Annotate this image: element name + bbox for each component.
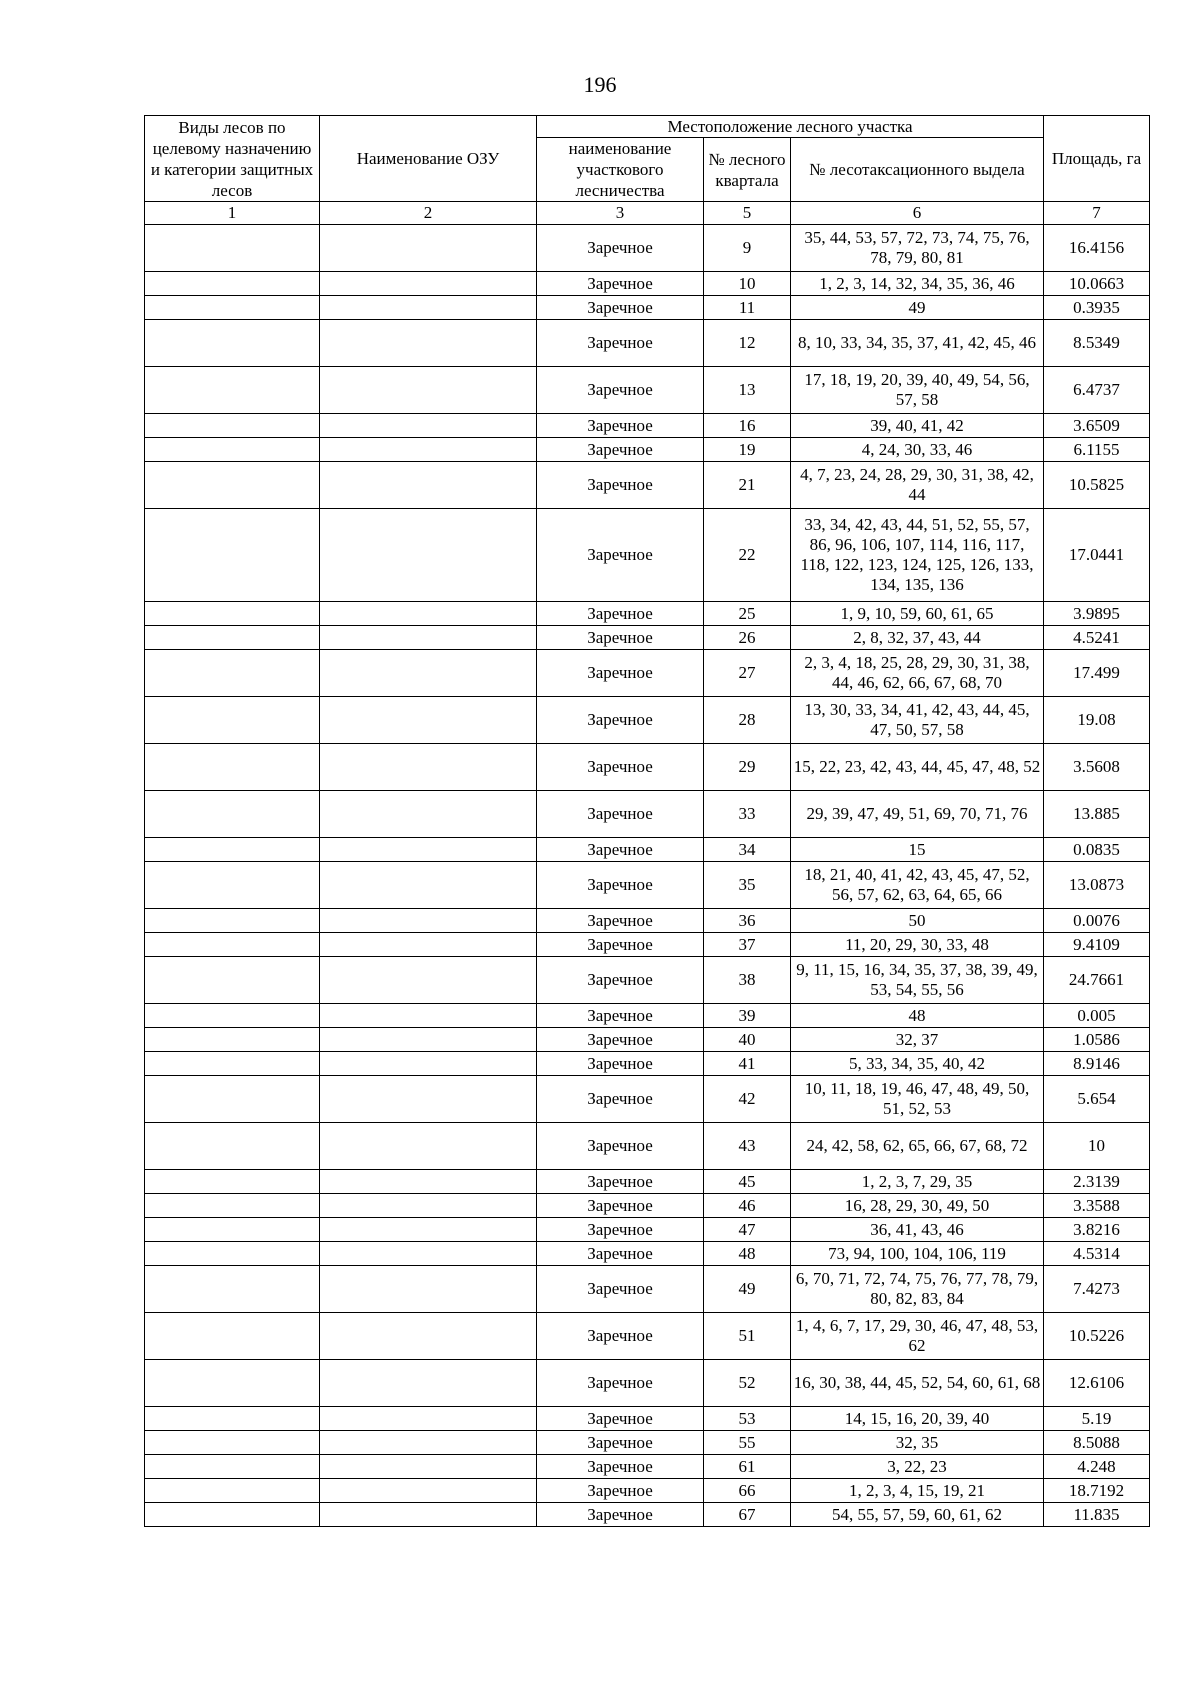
area-cell: 3.9895 xyxy=(1044,602,1150,626)
quarter-cell: 41 xyxy=(704,1052,791,1076)
plots-cell: 49 xyxy=(791,296,1044,320)
area-cell: 24.7661 xyxy=(1044,957,1150,1004)
forestry-cell: Заречное xyxy=(537,462,704,509)
forest-type-cell xyxy=(145,1455,320,1479)
area-cell: 19.08 xyxy=(1044,697,1150,744)
forestry-cell: Заречное xyxy=(537,225,704,272)
quarter-cell: 42 xyxy=(704,1076,791,1123)
plots-cell: 5, 33, 34, 35, 40, 42 xyxy=(791,1052,1044,1076)
quarter-cell: 52 xyxy=(704,1360,791,1407)
table-row xyxy=(145,909,1150,933)
quarter-cell: 47 xyxy=(704,1218,791,1242)
area-cell: 7.4273 xyxy=(1044,1266,1150,1313)
ozu-name-cell xyxy=(320,1123,537,1170)
plots-cell: 36, 41, 43, 46 xyxy=(791,1218,1044,1242)
ozu-name-cell xyxy=(320,1360,537,1407)
ozu-name-cell xyxy=(320,1076,537,1123)
ozu-name-cell xyxy=(320,462,537,509)
forest-type-cell xyxy=(145,438,320,462)
forestry-cell: Заречное xyxy=(537,1503,704,1527)
forestry-cell: Заречное xyxy=(537,1004,704,1028)
ozu-name-cell xyxy=(320,862,537,909)
forest-plots-table xyxy=(144,115,1150,1527)
forest-type-cell xyxy=(145,1028,320,1052)
plots-cell: 14, 15, 16, 20, 39, 40 xyxy=(791,1407,1044,1431)
forestry-cell: Заречное xyxy=(537,1028,704,1052)
ozu-name-cell xyxy=(320,697,537,744)
plots-cell: 13, 30, 33, 34, 41, 42, 43, 44, 45, 47, 50, 57, 58 xyxy=(791,697,1044,744)
ozu-name-cell xyxy=(320,414,537,438)
quarter-cell: 12 xyxy=(704,320,791,367)
forest-type-cell xyxy=(145,414,320,438)
table-row xyxy=(145,1194,1150,1218)
page-number: 196 xyxy=(583,72,617,97)
forestry-cell: Заречное xyxy=(537,272,704,296)
area-cell: 13.885 xyxy=(1044,791,1150,838)
plots-cell: 73, 94, 100, 104, 106, 119 xyxy=(791,1242,1044,1266)
plots-cell: 1, 2, 3, 4, 15, 19, 21 xyxy=(791,1479,1044,1503)
forestry-cell: Заречное xyxy=(537,320,704,367)
quarter-cell: 61 xyxy=(704,1455,791,1479)
forestry-cell: Заречное xyxy=(537,862,704,909)
forestry-cell: Заречное xyxy=(537,1407,704,1431)
area-cell: 17.499 xyxy=(1044,650,1150,697)
forestry-cell: Заречное xyxy=(537,1123,704,1170)
quarter-cell: 39 xyxy=(704,1004,791,1028)
forestry-cell: Заречное xyxy=(537,1313,704,1360)
ozu-name-cell xyxy=(320,838,537,862)
table-row xyxy=(145,1407,1150,1431)
ozu-name-cell xyxy=(320,1266,537,1313)
area-cell: 11.835 xyxy=(1044,1503,1150,1527)
plots-cell: 33, 34, 42, 43, 44, 51, 52, 55, 57, 86, 96, 106, 107, 114, 116, 117, 118, 122, 123, 124, 125, 126, 133, 134, 135, 136 xyxy=(791,509,1044,602)
forest-type-cell xyxy=(145,602,320,626)
area-cell: 8.5088 xyxy=(1044,1431,1150,1455)
quarter-cell: 21 xyxy=(704,462,791,509)
column-number: 2 xyxy=(320,202,537,225)
column-number-row xyxy=(145,202,1150,225)
ozu-name-cell xyxy=(320,1479,537,1503)
forest-type-cell xyxy=(145,1004,320,1028)
area-cell: 12.6106 xyxy=(1044,1360,1150,1407)
ozu-name-cell xyxy=(320,1052,537,1076)
forest-type-cell xyxy=(145,509,320,602)
ozu-name-cell xyxy=(320,320,537,367)
ozu-name-cell xyxy=(320,367,537,414)
table-row xyxy=(145,1431,1150,1455)
table-row xyxy=(145,862,1150,909)
forestry-cell: Заречное xyxy=(537,1431,704,1455)
ozu-name-cell xyxy=(320,1218,537,1242)
area-cell: 5.654 xyxy=(1044,1076,1150,1123)
plots-cell: 29, 39, 47, 49, 51, 69, 70, 71, 76 xyxy=(791,791,1044,838)
quarter-cell: 36 xyxy=(704,909,791,933)
area-cell: 4.5241 xyxy=(1044,626,1150,650)
table-row xyxy=(145,1218,1150,1242)
plots-cell: 16, 28, 29, 30, 49, 50 xyxy=(791,1194,1044,1218)
plots-cell: 2, 3, 4, 18, 25, 28, 29, 30, 31, 38, 44, 46, 62, 66, 67, 68, 70 xyxy=(791,650,1044,697)
forest-type-cell xyxy=(145,1360,320,1407)
forest-type-cell xyxy=(145,1123,320,1170)
forest-type-cell xyxy=(145,933,320,957)
column-number: 1 xyxy=(145,202,320,225)
forestry-cell: Заречное xyxy=(537,838,704,862)
forestry-cell: Заречное xyxy=(537,697,704,744)
area-cell: 18.7192 xyxy=(1044,1479,1150,1503)
table-row xyxy=(145,225,1150,272)
forestry-cell: Заречное xyxy=(537,1242,704,1266)
quarter-cell: 19 xyxy=(704,438,791,462)
forestry-cell: Заречное xyxy=(537,1052,704,1076)
plots-cell: 54, 55, 57, 59, 60, 61, 62 xyxy=(791,1503,1044,1527)
forestry-cell: Заречное xyxy=(537,957,704,1004)
forestry-cell: Заречное xyxy=(537,1194,704,1218)
plots-cell: 1, 2, 3, 7, 29, 35 xyxy=(791,1170,1044,1194)
header-plot-number: № лесотаксационного выдела xyxy=(791,138,1044,202)
ozu-name-cell xyxy=(320,1028,537,1052)
quarter-cell: 35 xyxy=(704,862,791,909)
table-row xyxy=(145,650,1150,697)
column-number: 3 xyxy=(537,202,704,225)
quarter-cell: 16 xyxy=(704,414,791,438)
quarter-cell: 51 xyxy=(704,1313,791,1360)
plots-cell: 15, 22, 23, 42, 43, 44, 45, 47, 48, 52 xyxy=(791,744,1044,791)
ozu-name-cell xyxy=(320,225,537,272)
table-row xyxy=(145,1360,1150,1407)
forest-type-cell xyxy=(145,1431,320,1455)
area-cell: 13.0873 xyxy=(1044,862,1150,909)
ozu-name-cell xyxy=(320,296,537,320)
forestry-cell: Заречное xyxy=(537,296,704,320)
forest-type-cell xyxy=(145,1052,320,1076)
plots-cell: 10, 11, 18, 19, 46, 47, 48, 49, 50, 51, 52, 53 xyxy=(791,1076,1044,1123)
header-location-group: Местоположение лесного участка xyxy=(537,116,1044,138)
quarter-cell: 22 xyxy=(704,509,791,602)
table-row xyxy=(145,1313,1150,1360)
plots-cell: 50 xyxy=(791,909,1044,933)
table-row xyxy=(145,1004,1150,1028)
quarter-cell: 28 xyxy=(704,697,791,744)
area-cell: 1.0586 xyxy=(1044,1028,1150,1052)
ozu-name-cell xyxy=(320,1455,537,1479)
quarter-cell: 13 xyxy=(704,367,791,414)
forestry-cell: Заречное xyxy=(537,1360,704,1407)
header-quarter-number: № лесного квартала xyxy=(704,138,791,202)
ozu-name-cell xyxy=(320,744,537,791)
plots-cell: 1, 2, 3, 14, 32, 34, 35, 36, 46 xyxy=(791,272,1044,296)
area-cell: 6.4737 xyxy=(1044,367,1150,414)
area-cell: 16.4156 xyxy=(1044,225,1150,272)
forestry-cell: Заречное xyxy=(537,909,704,933)
area-cell: 3.8216 xyxy=(1044,1218,1150,1242)
table-row xyxy=(145,1455,1150,1479)
forestry-cell: Заречное xyxy=(537,602,704,626)
table-row xyxy=(145,1266,1150,1313)
table-row xyxy=(145,1052,1150,1076)
ozu-name-cell xyxy=(320,626,537,650)
table-row xyxy=(145,957,1150,1004)
table-row xyxy=(145,697,1150,744)
forestry-cell: Заречное xyxy=(537,791,704,838)
forestry-cell: Заречное xyxy=(537,626,704,650)
forestry-cell: Заречное xyxy=(537,1455,704,1479)
plots-cell: 4, 24, 30, 33, 46 xyxy=(791,438,1044,462)
plots-cell: 18, 21, 40, 41, 42, 43, 45, 47, 52, 56, 57, 62, 63, 64, 65, 66 xyxy=(791,862,1044,909)
quarter-cell: 46 xyxy=(704,1194,791,1218)
forest-type-cell xyxy=(145,462,320,509)
area-cell: 0.3935 xyxy=(1044,296,1150,320)
area-cell: 5.19 xyxy=(1044,1407,1150,1431)
forestry-cell: Заречное xyxy=(537,367,704,414)
quarter-cell: 67 xyxy=(704,1503,791,1527)
column-number: 7 xyxy=(1044,202,1150,225)
forest-type-cell xyxy=(145,1194,320,1218)
table-row xyxy=(145,462,1150,509)
plots-cell: 4, 7, 23, 24, 28, 29, 30, 31, 38, 42, 44 xyxy=(791,462,1044,509)
ozu-name-cell xyxy=(320,909,537,933)
plots-cell: 1, 9, 10, 59, 60, 61, 65 xyxy=(791,602,1044,626)
quarter-cell: 29 xyxy=(704,744,791,791)
table-row xyxy=(145,1503,1150,1527)
area-cell: 4.5314 xyxy=(1044,1242,1150,1266)
area-cell: 10.5825 xyxy=(1044,462,1150,509)
plots-cell: 6, 70, 71, 72, 74, 75, 76, 77, 78, 79, 80, 82, 83, 84 xyxy=(791,1266,1044,1313)
quarter-cell: 27 xyxy=(704,650,791,697)
plots-cell: 3, 22, 23 xyxy=(791,1455,1044,1479)
area-cell: 0.0835 xyxy=(1044,838,1150,862)
plots-cell: 2, 8, 32, 37, 43, 44 xyxy=(791,626,1044,650)
plots-cell: 35, 44, 53, 57, 72, 73, 74, 75, 76, 78, 79, 80, 81 xyxy=(791,225,1044,272)
area-cell: 6.1155 xyxy=(1044,438,1150,462)
forestry-cell: Заречное xyxy=(537,414,704,438)
area-cell: 0.0076 xyxy=(1044,909,1150,933)
quarter-cell: 53 xyxy=(704,1407,791,1431)
quarter-cell: 66 xyxy=(704,1479,791,1503)
ozu-name-cell xyxy=(320,438,537,462)
area-cell: 0.005 xyxy=(1044,1004,1150,1028)
ozu-name-cell xyxy=(320,602,537,626)
ozu-name-cell xyxy=(320,1503,537,1527)
ozu-name-cell xyxy=(320,1242,537,1266)
plots-cell: 17, 18, 19, 20, 39, 40, 49, 54, 56, 57, 58 xyxy=(791,367,1044,414)
forest-type-cell xyxy=(145,744,320,791)
area-cell: 10.0663 xyxy=(1044,272,1150,296)
area-cell: 3.6509 xyxy=(1044,414,1150,438)
forestry-cell: Заречное xyxy=(537,650,704,697)
quarter-cell: 38 xyxy=(704,957,791,1004)
quarter-cell: 9 xyxy=(704,225,791,272)
ozu-name-cell xyxy=(320,509,537,602)
plots-cell: 1, 4, 6, 7, 17, 29, 30, 46, 47, 48, 53, 62 xyxy=(791,1313,1044,1360)
plots-cell: 15 xyxy=(791,838,1044,862)
table-row xyxy=(145,1076,1150,1123)
forest-type-cell xyxy=(145,296,320,320)
ozu-name-cell xyxy=(320,1004,537,1028)
header-ozu-name: Наименование ОЗУ xyxy=(320,116,537,202)
forest-type-cell xyxy=(145,862,320,909)
table-row xyxy=(145,296,1150,320)
table-row xyxy=(145,320,1150,367)
area-cell: 3.3588 xyxy=(1044,1194,1150,1218)
forest-type-cell xyxy=(145,225,320,272)
ozu-name-cell xyxy=(320,791,537,838)
table-row xyxy=(145,438,1150,462)
ozu-name-cell xyxy=(320,933,537,957)
quarter-cell: 26 xyxy=(704,626,791,650)
quarter-cell: 40 xyxy=(704,1028,791,1052)
table-row xyxy=(145,1028,1150,1052)
table-row xyxy=(145,509,1150,602)
forest-type-cell xyxy=(145,1266,320,1313)
quarter-cell: 10 xyxy=(704,272,791,296)
table-row xyxy=(145,272,1150,296)
forest-type-cell xyxy=(145,320,320,367)
table-row xyxy=(145,626,1150,650)
plots-cell: 32, 37 xyxy=(791,1028,1044,1052)
quarter-cell: 37 xyxy=(704,933,791,957)
ozu-name-cell xyxy=(320,1431,537,1455)
ozu-name-cell xyxy=(320,1194,537,1218)
ozu-name-cell xyxy=(320,650,537,697)
forestry-cell: Заречное xyxy=(537,1218,704,1242)
quarter-cell: 11 xyxy=(704,296,791,320)
quarter-cell: 34 xyxy=(704,838,791,862)
forest-type-cell xyxy=(145,957,320,1004)
area-cell: 2.3139 xyxy=(1044,1170,1150,1194)
forest-type-cell xyxy=(145,272,320,296)
table-row xyxy=(145,1242,1150,1266)
ozu-name-cell xyxy=(320,957,537,1004)
area-cell: 17.0441 xyxy=(1044,509,1150,602)
quarter-cell: 33 xyxy=(704,791,791,838)
forestry-cell: Заречное xyxy=(537,1170,704,1194)
area-cell: 8.9146 xyxy=(1044,1052,1150,1076)
forestry-cell: Заречное xyxy=(537,509,704,602)
forest-type-cell xyxy=(145,367,320,414)
area-cell: 9.4109 xyxy=(1044,933,1150,957)
header-area: Площадь, га xyxy=(1044,116,1150,202)
forestry-cell: Заречное xyxy=(537,1479,704,1503)
area-cell: 10.5226 xyxy=(1044,1313,1150,1360)
table-row xyxy=(145,1479,1150,1503)
table-row xyxy=(145,838,1150,862)
area-cell: 4.248 xyxy=(1044,1455,1150,1479)
quarter-cell: 49 xyxy=(704,1266,791,1313)
table-row xyxy=(145,602,1150,626)
forest-type-cell xyxy=(145,1407,320,1431)
quarter-cell: 25 xyxy=(704,602,791,626)
forestry-cell: Заречное xyxy=(537,438,704,462)
ozu-name-cell xyxy=(320,1313,537,1360)
plots-cell: 32, 35 xyxy=(791,1431,1044,1455)
quarter-cell: 45 xyxy=(704,1170,791,1194)
plots-cell: 9, 11, 15, 16, 34, 35, 37, 38, 39, 49, 53, 54, 55, 56 xyxy=(791,957,1044,1004)
forest-type-cell xyxy=(145,1313,320,1360)
forestry-cell: Заречное xyxy=(537,1266,704,1313)
forest-type-cell xyxy=(145,1479,320,1503)
table-row xyxy=(145,744,1150,791)
forest-type-cell xyxy=(145,626,320,650)
plots-cell: 16, 30, 38, 44, 45, 52, 54, 60, 61, 68 xyxy=(791,1360,1044,1407)
forest-type-cell xyxy=(145,1503,320,1527)
table-row xyxy=(145,367,1150,414)
forestry-cell: Заречное xyxy=(537,933,704,957)
plots-cell: 11, 20, 29, 30, 33, 48 xyxy=(791,933,1044,957)
table-row xyxy=(145,933,1150,957)
column-number: 5 xyxy=(704,202,791,225)
forest-type-cell xyxy=(145,697,320,744)
quarter-cell: 55 xyxy=(704,1431,791,1455)
forest-type-cell xyxy=(145,650,320,697)
ozu-name-cell xyxy=(320,272,537,296)
forestry-cell: Заречное xyxy=(537,744,704,791)
table-row xyxy=(145,1123,1150,1170)
plots-cell: 39, 40, 41, 42 xyxy=(791,414,1044,438)
header-forestry-name: наименование участкового лесничества xyxy=(537,138,704,202)
area-cell: 3.5608 xyxy=(1044,744,1150,791)
forest-type-cell xyxy=(145,838,320,862)
forest-type-cell xyxy=(145,909,320,933)
header-forest-type: Виды лесов по целевому назначению и категории защитных лесов xyxy=(145,116,320,202)
table-row xyxy=(145,414,1150,438)
forestry-cell: Заречное xyxy=(537,1076,704,1123)
table-row xyxy=(145,1170,1150,1194)
forest-type-cell xyxy=(145,791,320,838)
ozu-name-cell xyxy=(320,1407,537,1431)
area-cell: 10 xyxy=(1044,1123,1150,1170)
ozu-name-cell xyxy=(320,1170,537,1194)
forest-type-cell xyxy=(145,1242,320,1266)
quarter-cell: 43 xyxy=(704,1123,791,1170)
plots-cell: 8, 10, 33, 34, 35, 37, 41, 42, 45, 46 xyxy=(791,320,1044,367)
forest-type-cell xyxy=(145,1170,320,1194)
plots-cell: 48 xyxy=(791,1004,1044,1028)
forest-type-cell xyxy=(145,1218,320,1242)
plots-cell: 24, 42, 58, 62, 65, 66, 67, 68, 72 xyxy=(791,1123,1044,1170)
column-number: 6 xyxy=(791,202,1044,225)
area-cell: 8.5349 xyxy=(1044,320,1150,367)
table-body xyxy=(145,225,1150,1527)
forest-type-cell xyxy=(145,1076,320,1123)
table-row xyxy=(145,791,1150,838)
quarter-cell: 48 xyxy=(704,1242,791,1266)
